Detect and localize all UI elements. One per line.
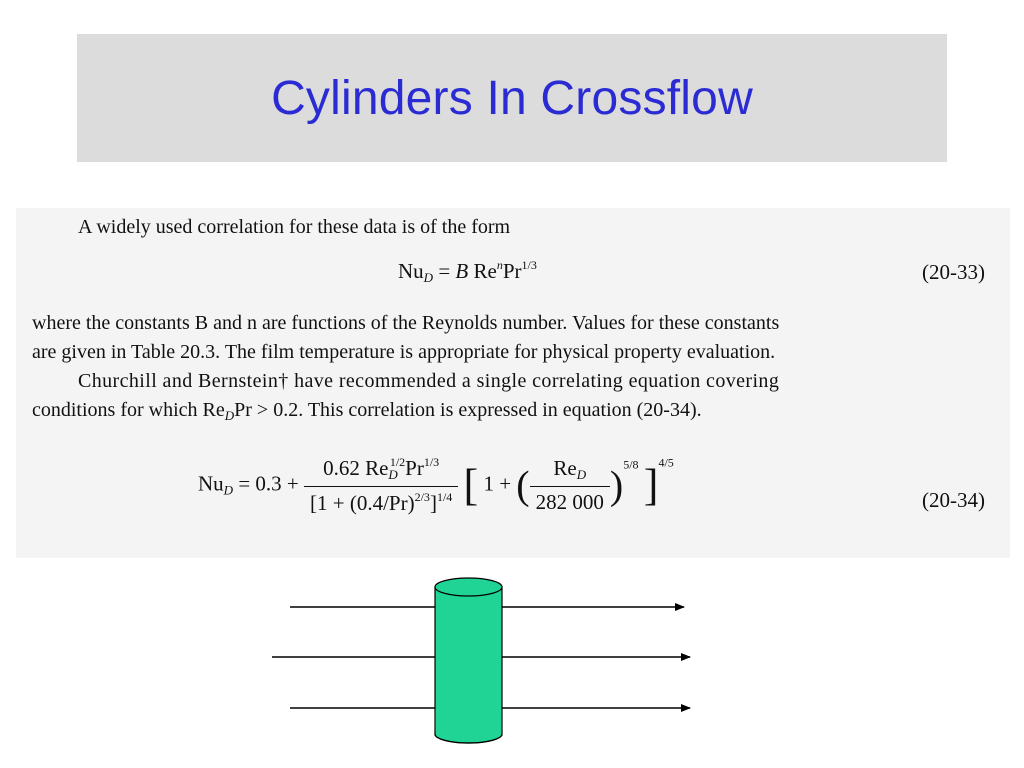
title-banner	[77, 34, 947, 162]
paragraph2-line1: Churchill and Bernstein† have recommended a single correlating equation covering	[78, 370, 780, 392]
slide-title: Cylinders In Crossflow	[271, 71, 753, 125]
crossflow-diagram	[0, 560, 1024, 768]
paragraph2-line2-end: Pr > 0.2. This correlation is expressed in equation (20-34).	[234, 399, 702, 421]
intro-line: A widely used correlation for these data is of the form	[78, 216, 511, 238]
paragraph1-line1: where the constants B and n are functions of the Reynolds number. Values for these constants	[32, 312, 780, 334]
paragraph2-line2: conditions for which $Re_DPr > 0.2$. This correlation is expressed in equation (20-34).	[32, 399, 702, 423]
equation-number-20-34: (20-34)	[922, 488, 985, 512]
paragraph2-line2-start: conditions for which Re	[32, 399, 225, 421]
equation-fraction: $\frac{0.62 Re_D^{1/2}Pr^{1/3}}{[1 + (0.4/Pr)^{2/3}]^{1/4}}$	[304, 455, 458, 516]
equation-20-34: $Nu_D = 0.3$ + $\frac{0.62 Re_D^{1/2}Pr^{1/3}}{[1 + (0.4/Pr)^{2/3}]^{1/4}}$ [ 1 + ( $\frac{Re_D}{282 000}$ )$^{5/8}$ ]$^{4/5}$	[198, 455, 674, 515]
textbook-excerpt	[16, 208, 1010, 558]
equation-20-33: $Nu_D = B$ $Re^nPr^{1/3}$	[398, 258, 537, 285]
paragraph1-line2: are given in Table 20.3. The film temperature is appropriate for physical property evaluation.	[32, 341, 776, 363]
cylinder-icon	[435, 578, 502, 743]
equation-number-20-33: (20-33)	[922, 260, 985, 284]
